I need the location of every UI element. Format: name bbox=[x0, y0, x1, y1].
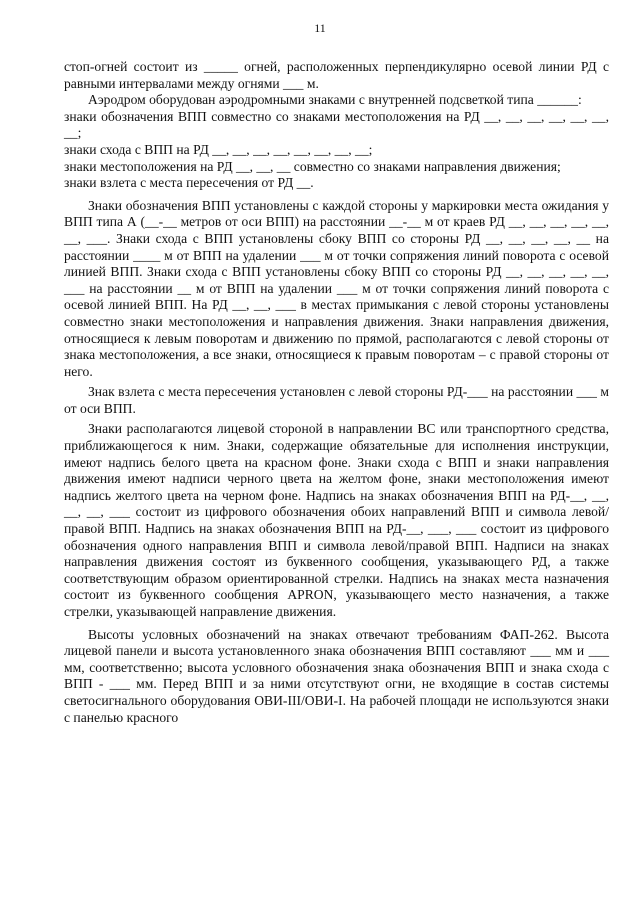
list-item-location-signs: знаки местоположения на РД __, __, __ совместно со знаками направления движения; bbox=[64, 158, 561, 174]
list-item-exit-signs: знаки схода с ВПП на РД __, __, __, __, __, __, __, __; bbox=[64, 141, 373, 157]
page-number: 11 bbox=[314, 21, 326, 35]
document-body bbox=[64, 59, 609, 726]
list-item-takeoff-signs: знаки взлета с места пересечения от РД __. bbox=[64, 175, 314, 191]
paragraph-sign-colors: Знаки располагаются лицевой стороной в направлении ВС или транспортного средства, приближающегося к ним. Знаки, содержащие обязательные для исполнения инструкции, имеют надпись белого цвета на красном фоне. Знаки схода с ВПП и знаки направления движения имеют надписи черного цвета на желтом фоне, знаки местоположения имеют надпись желтого цвета на черном фоне. Надпись на знаках обозначения ВПП на РД-__, __, __, __, ___ состоит из цифрового обозначения обоих направлений ВПП и символа левой/правой ВПП. Надпись на знаках обозначения ВПП на РД-__, ___, ___ состоит из цифрового обозначения одного направления ВПП и символа левой/правой ВПП. Надписи на знаках направления движения состоят из буквенного сообщения, указывающего РД, а также соответствующим образом ориентированной стрелки. Надпись на знаках места назначения состоит из буквенного сообщения APRON, указывающего место назначения, а также стрелки, указывающей направление движения. bbox=[64, 421, 609, 619]
paragraph-sign-heights: Высоты условных обозначений на знаках отвечают требованиям ФАП-262. Высота лицевой панели и высота установленного знака обозначения ВПП составляют ___ мм и ___ мм, соответственно; высота условного обозначения знака обозначения ВПП и знака схода с ВПП - ___ мм. Перед ВПП и за ними отсутствуют огни, не входящие в состав системы светосигнального оборудования ОВИ-III/ОВИ-I. На рабочей площади не используются знаки с панелью красного bbox=[64, 626, 609, 725]
paragraph-signs-intro: Аэродром оборудован аэродромными знаками с внутренней подсветкой типа ______: bbox=[88, 92, 582, 108]
list-item-runway-designation-signs: знаки обозначения ВПП совместно со знаками местоположения на РД __, __, __, __, __, __, __; bbox=[64, 108, 609, 141]
paragraph-stop-lights: стоп-огней состоит из _____ огней, расположенных перпендикулярно осевой линии РД с равными интервалами между огнями ___ м. bbox=[64, 59, 609, 91]
paragraph-takeoff-sign: Знак взлета с места пересечения установлен с левой стороны РД-___ на расстоянии ___ м от оси ВПП. bbox=[64, 384, 609, 416]
paragraph-sign-placement: Знаки обозначения ВПП установлены с каждой стороны у маркировки места ожидания у ВПП типа А (__-__ метров от оси ВПП) на расстоянии __-__ м от краев РД __, __, __, __, __, __, ___. Знаки схода с ВПП установлены сбоку ВПП со стороны РД __, __, __, __, __ на расстоянии ____ м от ВПП на удалении ___ м от точки сопряжения линий поворота с осевой линией ВПП. Знаки схода с ВПП установлены сбоку ВПП со стороны РД __, __, __, __, __, ___ на расстоянии __ м от ВПП на удалении ___ м от точки сопряжения линий поворота с осевой линией ВПП. На РД __, __, ___ в местах примыкания с левой стороны установлены совместно знаки местоположения и направления движения. Знаки направления движения, относящиеся к левым поворотам и движению по прямой, располагаются с левой стороны от знака местоположения, а все знаки, относящиеся к правым поворотам – с правой стороны от него. bbox=[64, 197, 609, 379]
